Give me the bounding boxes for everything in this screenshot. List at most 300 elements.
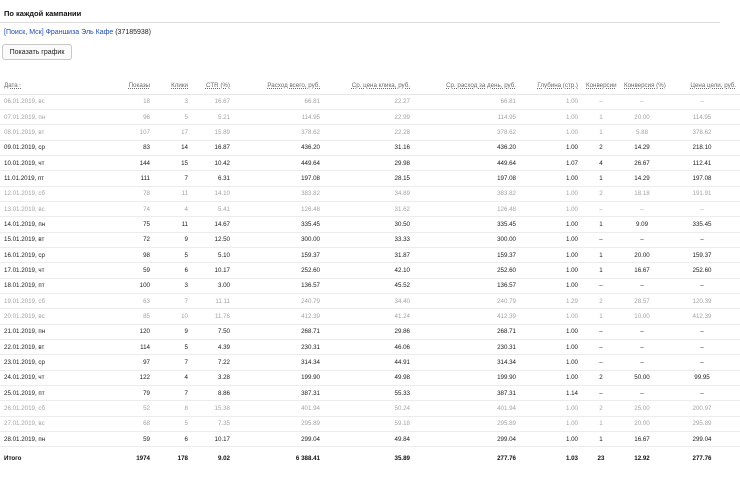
- table-cell: 412.39: [234, 309, 324, 324]
- table-cell: 4: [154, 201, 192, 216]
- table-cell: 49.84: [324, 432, 414, 447]
- row-date: 16.01.2019, ср: [0, 247, 76, 262]
- table-cell: 197.08: [664, 171, 740, 186]
- table-cell: 49.98: [324, 370, 414, 385]
- table-cell: 3: [154, 94, 192, 109]
- table-cell: 74: [76, 201, 154, 216]
- campaign-id: (37185938): [115, 29, 152, 36]
- table-cell: –: [582, 201, 620, 216]
- table-cell: 5.21: [192, 109, 234, 124]
- section-divider: [0, 22, 720, 23]
- table-header-row: [0, 78, 740, 94]
- table-row: [0, 186, 740, 201]
- table-cell: 7: [154, 293, 192, 308]
- table-cell: 20.00: [620, 247, 664, 262]
- table-cell: 1.00: [520, 432, 582, 447]
- table-cell: 59: [76, 432, 154, 447]
- table-cell: 16.67: [620, 432, 664, 447]
- row-date: 22.01.2019, вт: [0, 340, 76, 355]
- table-cell: 240.79: [414, 293, 520, 308]
- table-cell: 14.67: [192, 217, 234, 232]
- table-cell: 383.82: [414, 186, 520, 201]
- table-cell: 1.00: [520, 232, 582, 247]
- table-cell: 78: [76, 186, 154, 201]
- table-row: [0, 140, 740, 155]
- table-cell: 1: [582, 247, 620, 262]
- table-cell: 5.41: [192, 201, 234, 216]
- col-header-total-cost[interactable]: Расход всего, руб.: [234, 78, 324, 94]
- table-cell: 218.10: [664, 140, 740, 155]
- table-cell: 7: [154, 355, 192, 370]
- table-cell: 96: [76, 109, 154, 124]
- table-cell: –: [664, 340, 740, 355]
- table-cell: 79: [76, 386, 154, 401]
- row-date: 27.01.2019, вс: [0, 416, 76, 431]
- col-header-conversions[interactable]: Конверсии: [582, 78, 620, 94]
- row-date: 24.01.2019, чт: [0, 370, 76, 385]
- table-cell: 55.33: [324, 386, 414, 401]
- total-row: [0, 447, 740, 469]
- table-cell: 111: [76, 171, 154, 186]
- table-cell: 197.08: [414, 171, 520, 186]
- table-row: [0, 401, 740, 416]
- table-cell: 120: [76, 324, 154, 339]
- table-cell: 14.29: [620, 171, 664, 186]
- table-cell: –: [620, 278, 664, 293]
- table-cell: 7.50: [192, 324, 234, 339]
- table-cell: 136.57: [414, 278, 520, 293]
- total-cell: 6 388.41: [234, 447, 324, 469]
- table-cell: –: [582, 340, 620, 355]
- table-cell: 5: [154, 109, 192, 124]
- table-cell: 252.60: [664, 263, 740, 278]
- table-cell: 9.09: [620, 217, 664, 232]
- table-cell: 1: [582, 125, 620, 140]
- table-cell: 63: [76, 293, 154, 308]
- table-cell: 9: [154, 324, 192, 339]
- table-cell: 11: [154, 217, 192, 232]
- table-cell: –: [664, 278, 740, 293]
- table-cell: 114: [76, 340, 154, 355]
- table-cell: 1: [582, 432, 620, 447]
- row-date: 25.01.2019, пт: [0, 386, 76, 401]
- col-header-ctr[interactable]: CTR (%): [192, 78, 234, 94]
- table-row: [0, 247, 740, 262]
- table-cell: 83: [76, 140, 154, 155]
- table-cell: 1.29: [520, 293, 582, 308]
- table-cell: –: [664, 232, 740, 247]
- table-cell: 2: [582, 186, 620, 201]
- col-header-avg-daily-cost[interactable]: Ср. расход за день, руб.: [414, 78, 520, 94]
- table-cell: 1.00: [520, 171, 582, 186]
- table-cell: 300.00: [414, 232, 520, 247]
- table-cell: 1.00: [520, 140, 582, 155]
- table-row: [0, 217, 740, 232]
- table-cell: 15: [154, 155, 192, 170]
- table-row: [0, 109, 740, 124]
- table-cell: 314.34: [414, 355, 520, 370]
- table-cell: 252.60: [414, 263, 520, 278]
- row-date: 11.01.2019, пт: [0, 171, 76, 186]
- table-cell: 16.67: [620, 263, 664, 278]
- table-cell: 8.86: [192, 386, 234, 401]
- table-cell: 299.04: [414, 432, 520, 447]
- table-cell: 10: [154, 309, 192, 324]
- table-cell: 7: [154, 171, 192, 186]
- table-cell: 295.89: [234, 416, 324, 431]
- table-cell: 1: [582, 309, 620, 324]
- row-date: 26.01.2019, сб: [0, 401, 76, 416]
- table-cell: –: [582, 386, 620, 401]
- table-cell: 29.98: [324, 155, 414, 170]
- table-cell: 1.00: [520, 263, 582, 278]
- table-cell: –: [582, 94, 620, 109]
- table-cell: –: [620, 340, 664, 355]
- table-cell: 29.86: [324, 324, 414, 339]
- total-cell: 277.76: [664, 447, 740, 469]
- campaign-stats-table: [0, 78, 740, 469]
- table-cell: –: [664, 201, 740, 216]
- table-cell: 1.00: [520, 309, 582, 324]
- col-header-date[interactable]: Дата↑: [0, 78, 76, 94]
- table-cell: 18.18: [620, 186, 664, 201]
- total-cell: 9.02: [192, 447, 234, 469]
- table-cell: 22.99: [324, 109, 414, 124]
- table-cell: 5: [154, 416, 192, 431]
- row-date: 15.01.2019, вт: [0, 232, 76, 247]
- table-cell: 240.79: [234, 293, 324, 308]
- table-cell: 11.11: [192, 293, 234, 308]
- table-cell: 230.31: [234, 340, 324, 355]
- total-cell: 277.76: [414, 447, 520, 469]
- row-date: 23.01.2019, ср: [0, 355, 76, 370]
- table-cell: 1.07: [520, 155, 582, 170]
- table-cell: 3: [154, 278, 192, 293]
- row-date: 08.01.2019, вт: [0, 125, 76, 140]
- col-header-depth[interactable]: Глубина (стр.): [520, 78, 582, 94]
- table-cell: 268.71: [414, 324, 520, 339]
- table-cell: 387.31: [234, 386, 324, 401]
- table-cell: 252.60: [234, 263, 324, 278]
- table-cell: 1.00: [520, 324, 582, 339]
- table-cell: 16.67: [192, 94, 234, 109]
- table-cell: 10.42: [192, 155, 234, 170]
- table-cell: 10.17: [192, 432, 234, 447]
- table-cell: 1.00: [520, 247, 582, 262]
- table-cell: 99.95: [664, 370, 740, 385]
- row-date: 09.01.2019, ср: [0, 140, 76, 155]
- table-cell: 22.28: [324, 125, 414, 140]
- table-cell: –: [582, 324, 620, 339]
- table-cell: 1: [582, 109, 620, 124]
- table-cell: 1.00: [520, 278, 582, 293]
- table-row: [0, 263, 740, 278]
- table-cell: 200.97: [664, 401, 740, 416]
- table-cell: 378.62: [414, 125, 520, 140]
- table-cell: 383.82: [234, 186, 324, 201]
- table-row: [0, 125, 740, 140]
- table-cell: 30.50: [324, 217, 414, 232]
- table-cell: 97: [76, 355, 154, 370]
- col-header-avg-cpc[interactable]: Ср. цена клика, руб.: [324, 78, 414, 94]
- table-cell: 1: [582, 217, 620, 232]
- table-cell: 4.39: [192, 340, 234, 355]
- table-cell: –: [664, 324, 740, 339]
- table-cell: 436.20: [234, 140, 324, 155]
- table-cell: 25.00: [620, 401, 664, 416]
- table-cell: 2: [582, 140, 620, 155]
- table-cell: 85: [76, 309, 154, 324]
- table-row: [0, 355, 740, 370]
- row-date: 13.01.2019, вс: [0, 201, 76, 216]
- table-cell: 114.95: [664, 109, 740, 124]
- table-cell: 1.00: [520, 340, 582, 355]
- table-cell: 68: [76, 416, 154, 431]
- row-date: 20.01.2019, вс: [0, 309, 76, 324]
- table-cell: 14.10: [192, 186, 234, 201]
- table-cell: 335.45: [234, 217, 324, 232]
- table-cell: 126.48: [414, 201, 520, 216]
- table-row: [0, 324, 740, 339]
- table-cell: 98: [76, 247, 154, 262]
- table-cell: 45.52: [324, 278, 414, 293]
- table-cell: 10.17: [192, 263, 234, 278]
- table-cell: 50.00: [620, 370, 664, 385]
- table-cell: 1.00: [520, 355, 582, 370]
- table-cell: 268.71: [234, 324, 324, 339]
- table-cell: 28.15: [324, 171, 414, 186]
- table-cell: 50.24: [324, 401, 414, 416]
- table-cell: 75: [76, 217, 154, 232]
- table-cell: –: [620, 324, 664, 339]
- table-row: [0, 232, 740, 247]
- show-graph-button[interactable]: Показать график: [2, 44, 72, 60]
- table-cell: 136.57: [234, 278, 324, 293]
- table-cell: 3.00: [192, 278, 234, 293]
- table-cell: –: [620, 386, 664, 401]
- col-header-cost-per-goal[interactable]: Цена цели, руб.: [664, 78, 740, 94]
- table-cell: 436.20: [414, 140, 520, 155]
- table-cell: 41.24: [324, 309, 414, 324]
- table-cell: 197.08: [234, 171, 324, 186]
- table-cell: 42.10: [324, 263, 414, 278]
- table-cell: 7.22: [192, 355, 234, 370]
- table-cell: –: [582, 278, 620, 293]
- table-cell: 5: [154, 247, 192, 262]
- table-cell: 1.00: [520, 401, 582, 416]
- total-label: Итого: [0, 447, 76, 469]
- table-cell: 6: [154, 263, 192, 278]
- table-cell: –: [664, 94, 740, 109]
- table-cell: 14.29: [620, 140, 664, 155]
- table-cell: 5.88: [620, 125, 664, 140]
- table-row: [0, 94, 740, 109]
- table-cell: 295.89: [414, 416, 520, 431]
- campaign-line: [4, 29, 151, 36]
- table-cell: 2: [582, 401, 620, 416]
- table-cell: 1.00: [520, 186, 582, 201]
- table-cell: 12.50: [192, 232, 234, 247]
- col-header-conversion-rate[interactable]: Конверсия (%): [620, 78, 664, 94]
- table-cell: 126.48: [234, 201, 324, 216]
- total-cell: 35.89: [324, 447, 414, 469]
- row-date: 07.01.2019, пн: [0, 109, 76, 124]
- table-row: [0, 416, 740, 431]
- row-date: 19.01.2019, сб: [0, 293, 76, 308]
- table-cell: 401.94: [234, 401, 324, 416]
- table-cell: 66.81: [234, 94, 324, 109]
- table-cell: 10.00: [620, 309, 664, 324]
- table-cell: 412.39: [414, 309, 520, 324]
- table-cell: 31.62: [324, 201, 414, 216]
- table-cell: 378.62: [664, 125, 740, 140]
- table-cell: 378.62: [234, 125, 324, 140]
- table-cell: 122: [76, 370, 154, 385]
- table-row: [0, 171, 740, 186]
- table-cell: 107: [76, 125, 154, 140]
- table-cell: 14: [154, 140, 192, 155]
- table-cell: 11: [154, 186, 192, 201]
- table-row: [0, 278, 740, 293]
- row-date: 14.01.2019, пн: [0, 217, 76, 232]
- table-cell: 15.89: [192, 125, 234, 140]
- table-cell: 299.04: [664, 432, 740, 447]
- table-cell: 314.34: [234, 355, 324, 370]
- table-cell: 387.31: [414, 386, 520, 401]
- table-cell: 9: [154, 232, 192, 247]
- table-cell: 4: [582, 155, 620, 170]
- table-cell: 66.81: [414, 94, 520, 109]
- table-row: [0, 309, 740, 324]
- sort-asc-icon: ↑: [18, 83, 22, 90]
- table-cell: 28.57: [620, 293, 664, 308]
- table-cell: 1: [582, 263, 620, 278]
- row-date: 21.01.2019, пн: [0, 324, 76, 339]
- row-date: 18.01.2019, пт: [0, 278, 76, 293]
- table-cell: 46.06: [324, 340, 414, 355]
- table-cell: 7.35: [192, 416, 234, 431]
- table-cell: 144: [76, 155, 154, 170]
- table-cell: 120.39: [664, 293, 740, 308]
- table-cell: 100: [76, 278, 154, 293]
- table-cell: 59: [76, 263, 154, 278]
- table-cell: 5.10: [192, 247, 234, 262]
- table-cell: 7: [154, 386, 192, 401]
- table-cell: 335.45: [414, 217, 520, 232]
- table-cell: 199.90: [414, 370, 520, 385]
- table-cell: 159.37: [414, 247, 520, 262]
- table-cell: 2: [582, 293, 620, 308]
- table-cell: 159.37: [664, 247, 740, 262]
- table-cell: 18: [76, 94, 154, 109]
- total-cell: 1.03: [520, 447, 582, 469]
- table-cell: 449.64: [234, 155, 324, 170]
- table-cell: 114.95: [414, 109, 520, 124]
- table-row: [0, 201, 740, 216]
- table-cell: 1: [582, 416, 620, 431]
- table-body: [0, 94, 740, 447]
- table-cell: 1.00: [520, 201, 582, 216]
- table-cell: 449.64: [414, 155, 520, 170]
- table-cell: 6.31: [192, 171, 234, 186]
- total-cell: 23: [582, 447, 620, 469]
- table-cell: 34.89: [324, 186, 414, 201]
- table-row: [0, 155, 740, 170]
- table-cell: –: [620, 201, 664, 216]
- total-cell: 12.92: [620, 447, 664, 469]
- table-row: [0, 293, 740, 308]
- table-cell: 15.38: [192, 401, 234, 416]
- table-cell: 114.95: [234, 109, 324, 124]
- table-cell: 1.00: [520, 370, 582, 385]
- row-date: 06.01.2019, вс: [0, 94, 76, 109]
- table-cell: 1.14: [520, 386, 582, 401]
- table-cell: 295.89: [664, 416, 740, 431]
- row-date: 12.01.2019, сб: [0, 186, 76, 201]
- table-cell: 230.31: [414, 340, 520, 355]
- col-header-clicks[interactable]: Клики: [154, 78, 192, 94]
- table-cell: –: [620, 232, 664, 247]
- table-cell: 20.00: [620, 416, 664, 431]
- table-row: [0, 386, 740, 401]
- table-cell: –: [620, 355, 664, 370]
- table-cell: 412.39: [664, 309, 740, 324]
- total-cell: 178: [154, 447, 192, 469]
- table-cell: 299.04: [234, 432, 324, 447]
- table-cell: 191.91: [664, 186, 740, 201]
- table-row: [0, 370, 740, 385]
- table-cell: 17: [154, 125, 192, 140]
- table-cell: 1.00: [520, 125, 582, 140]
- table-cell: –: [582, 355, 620, 370]
- table-cell: 2: [582, 370, 620, 385]
- row-date: 10.01.2019, чт: [0, 155, 76, 170]
- table-cell: 31.87: [324, 247, 414, 262]
- table-cell: 44.91: [324, 355, 414, 370]
- table-cell: 1.00: [520, 217, 582, 232]
- table-cell: –: [664, 355, 740, 370]
- row-date: 17.01.2019, чт: [0, 263, 76, 278]
- table-cell: 72: [76, 232, 154, 247]
- table-cell: 112.41: [664, 155, 740, 170]
- row-date: 28.01.2019, пн: [0, 432, 76, 447]
- table-cell: –: [664, 386, 740, 401]
- table-cell: 5: [154, 340, 192, 355]
- table-cell: 22.27: [324, 94, 414, 109]
- table-cell: 300.00: [234, 232, 324, 247]
- table-cell: 52: [76, 401, 154, 416]
- table-cell: 3.28: [192, 370, 234, 385]
- section-title: По каждой кампании: [4, 9, 82, 18]
- table-row: [0, 340, 740, 355]
- table-cell: 20.00: [620, 109, 664, 124]
- table-cell: 159.37: [234, 247, 324, 262]
- table-cell: 59.18: [324, 416, 414, 431]
- table-cell: 11.76: [192, 309, 234, 324]
- table-cell: 34.40: [324, 293, 414, 308]
- campaign-link[interactable]: [Поиск, Мск] Франшиза Эль Кафе: [4, 29, 114, 36]
- table-cell: 199.90: [234, 370, 324, 385]
- table-cell: 1.00: [520, 94, 582, 109]
- table-cell: 33.33: [324, 232, 414, 247]
- table-cell: 16.87: [192, 140, 234, 155]
- table-cell: 26.67: [620, 155, 664, 170]
- table-cell: 1: [582, 171, 620, 186]
- table-cell: 1.00: [520, 109, 582, 124]
- col-header-impressions[interactable]: Показы: [76, 78, 154, 94]
- table-cell: 6: [154, 432, 192, 447]
- table-row: [0, 432, 740, 447]
